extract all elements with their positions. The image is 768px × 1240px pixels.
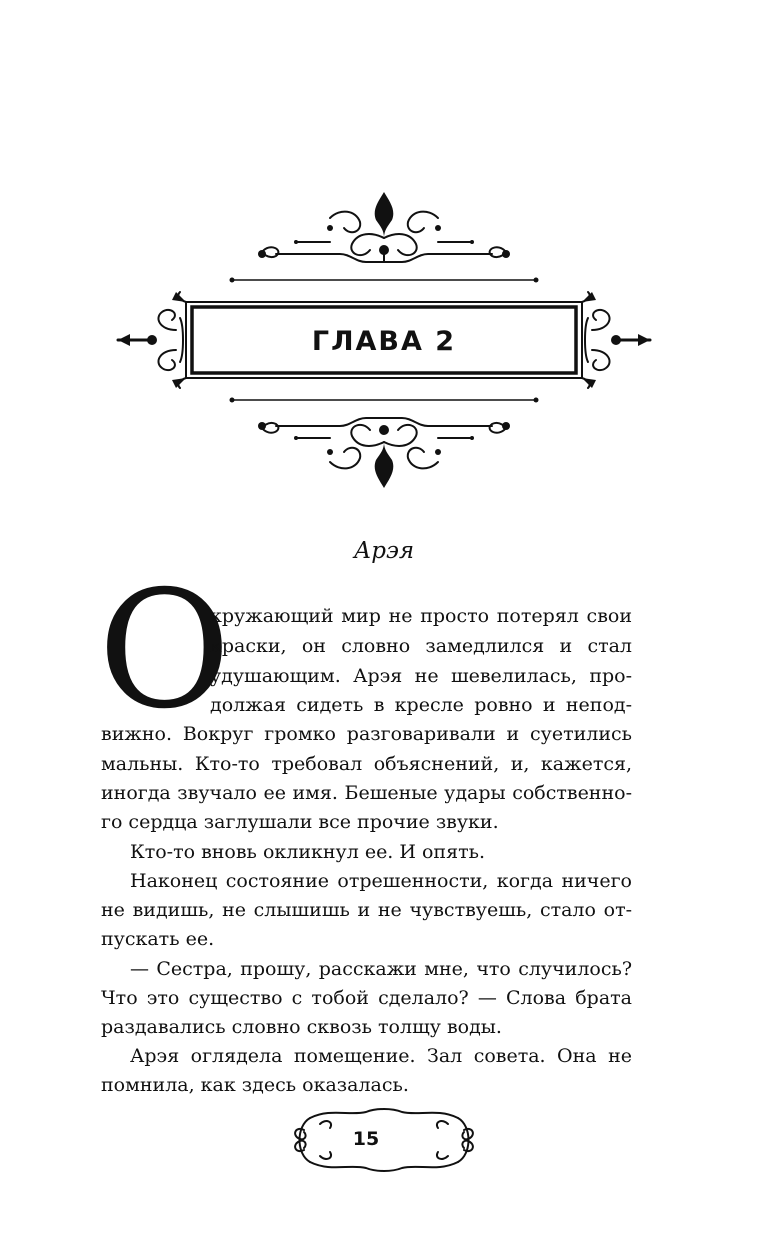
body-line: вижно. Вокруг громко разговаривали и суетились <box>101 723 632 745</box>
body-line: краски, он словно замедлился и стал <box>210 635 632 657</box>
chapter-title: ГЛАВА 2 <box>311 325 457 357</box>
chapter-pov-heading: Арэя <box>353 538 415 564</box>
body-line: кружающий мир не просто потерял свои <box>210 605 632 627</box>
body-line: не видишь, не слышишь и не чувствуешь, стало от- <box>101 899 632 921</box>
page-number: 15 <box>352 1128 380 1150</box>
drop-cap: О <box>98 557 231 745</box>
body-line: иногда звучало ее имя. Бешеные удары собственно- <box>101 782 632 804</box>
body-line: Кто-то вновь окликнул ее. И опять. <box>130 841 485 863</box>
body-line: — Сестра, прошу, расскажи мне, что случилось? <box>130 958 632 980</box>
body-line: должая сидеть в кресле ровно и непод- <box>210 694 632 716</box>
body-line: Наконец состояние отрешенности, когда ничего <box>130 870 632 892</box>
body-line: го сердца заглушали все прочие звуки. <box>101 811 499 833</box>
body-line: Что это существо с тобой сделало? — Слова брата <box>101 987 632 1009</box>
body-line: мальны. Кто-то требовал объяснений, и, кажется, <box>101 753 632 775</box>
chapter-frame-ornament <box>0 0 768 500</box>
body-line: раздавались словно сквозь толщу воды. <box>101 1016 502 1038</box>
body-line: помнила, как здесь оказалась. <box>101 1074 409 1096</box>
body-line: пускать ее. <box>101 928 215 950</box>
body-line: Арэя оглядела помещение. Зал совета. Она не <box>130 1045 632 1067</box>
body-line: удушающим. Арэя не шевелилась, про- <box>210 665 632 687</box>
